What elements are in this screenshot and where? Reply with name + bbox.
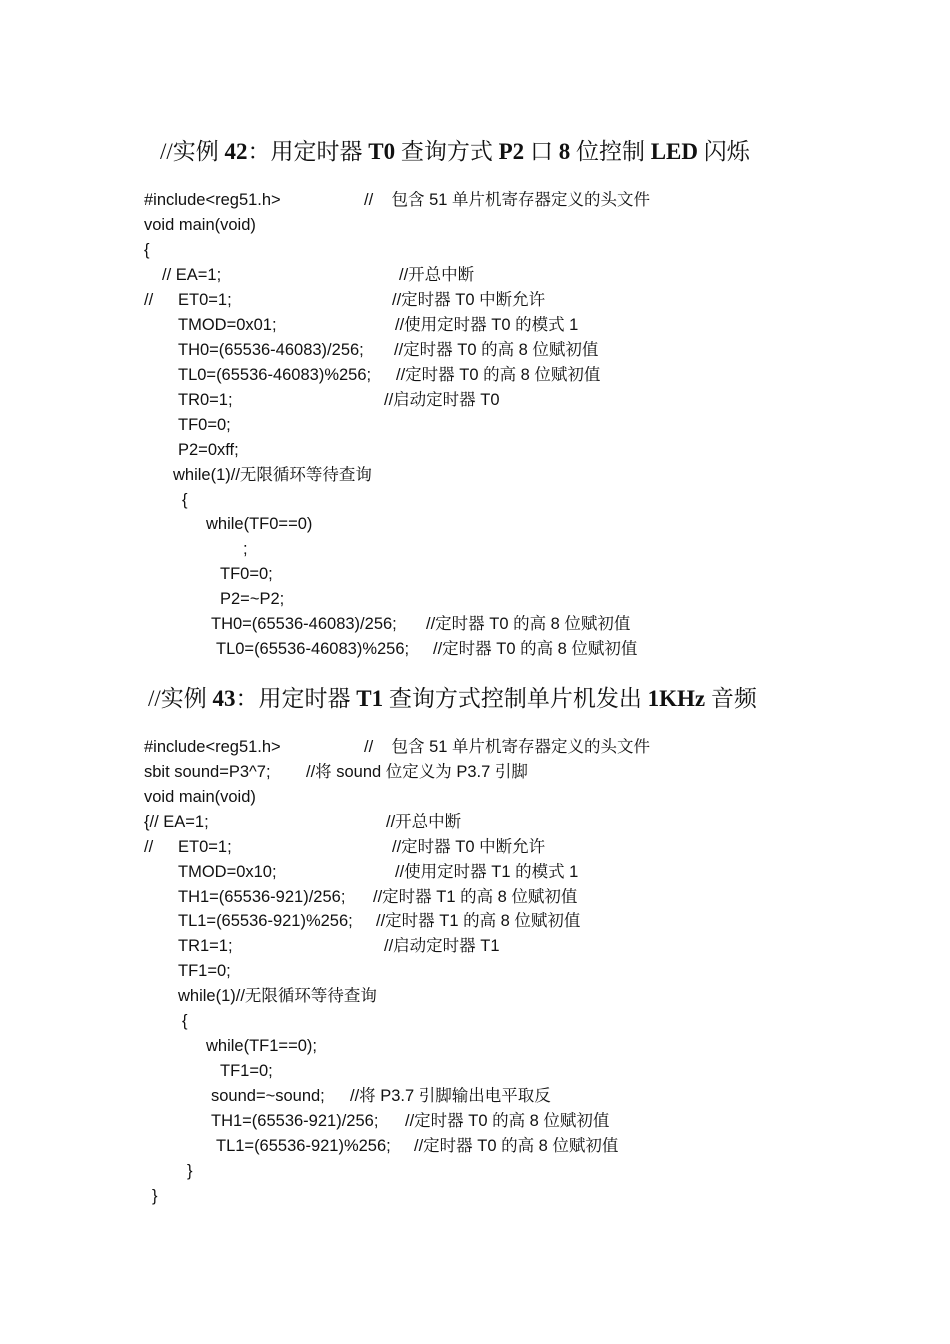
- code-line: //: [144, 291, 154, 309]
- example-42-heading: [160, 137, 750, 167]
- heading-text: ：用定时器: [247, 139, 369, 164]
- heading-prefix: //实例: [160, 139, 225, 164]
- code-line: void main(void): [144, 216, 256, 234]
- timer-name: T0: [368, 139, 396, 164]
- heading-text: 音频: [705, 686, 757, 711]
- code-comment: //定时器 T0 的高 8 位赋初值: [426, 615, 631, 633]
- code-line: TR1=1;: [178, 937, 233, 955]
- code-line: TR0=1;: [178, 391, 233, 409]
- code-line: void main(void): [144, 788, 256, 806]
- code-line: TL1=(65536-921)%256;: [216, 1137, 391, 1155]
- code-line: ;: [243, 540, 248, 558]
- code-comment: // 包含 51 单片机寄存器定义的头文件: [364, 738, 651, 756]
- port-name: P2: [498, 139, 525, 164]
- heading-text: 位控制: [570, 139, 651, 164]
- code-line: TH0=(65536-46083)/256;: [178, 341, 364, 359]
- code-line: TF1=0;: [178, 962, 231, 980]
- code-line: #include<reg51.h>: [144, 191, 281, 209]
- code-line: TL1=(65536-921)%256;: [178, 912, 353, 930]
- code-line: while(1)//无限循环等待查询: [173, 466, 372, 484]
- code-comment: //使用定时器 T0 的模式 1: [395, 316, 579, 334]
- code-comment: //开总中断: [399, 266, 475, 284]
- code-comment: //使用定时器 T1 的模式 1: [395, 863, 579, 881]
- frequency-label: 1KHz: [647, 686, 706, 711]
- example-43-heading: [148, 684, 757, 714]
- code-comment: //启动定时器 T0: [384, 391, 500, 409]
- code-line: P2=0xff;: [178, 441, 239, 459]
- code-line: TH1=(65536-921)/256;: [178, 888, 346, 906]
- code-line: while(1)//无限循环等待查询: [178, 987, 377, 1005]
- code-line: }: [187, 1162, 193, 1180]
- code-line: TH0=(65536-46083)/256;: [211, 615, 397, 633]
- heading-prefix: //实例: [148, 686, 213, 711]
- code-line: TL0=(65536-46083)%256;: [178, 366, 372, 384]
- code-line: TH1=(65536-921)/256;: [211, 1112, 379, 1130]
- code-comment: //将 P3.7 引脚输出电平取反: [350, 1087, 551, 1105]
- heading-text: 查询方式: [395, 139, 499, 164]
- code-line: while(TF0==0): [206, 515, 313, 533]
- code-line: TF1=0;: [220, 1062, 273, 1080]
- heading-text: 口: [524, 139, 559, 164]
- heading-text: 查询方式控制单片机发出: [383, 686, 648, 711]
- heading-text: 闪烁: [697, 139, 750, 164]
- code-comment: //定时器 T1 的高 8 位赋初值: [373, 888, 578, 906]
- code-comment: //定时器 T0 的高 8 位赋初值: [414, 1137, 619, 1155]
- code-line: TF0=0;: [178, 416, 231, 434]
- timer-name: T1: [356, 686, 384, 711]
- code-comment: //定时器 T0 中断允许: [392, 838, 546, 856]
- code-comment: // 包含 51 单片机寄存器定义的头文件: [364, 191, 651, 209]
- code-comment: //启动定时器 T1: [384, 937, 500, 955]
- code-line: TF0=0;: [220, 565, 273, 583]
- code-line: // EA=1;: [162, 266, 222, 284]
- code-comment: //定时器 T0 的高 8 位赋初值: [433, 640, 638, 658]
- code-line: TL0=(65536-46083)%256;: [216, 640, 410, 658]
- code-line: while(TF1==0);: [206, 1037, 317, 1055]
- code-comment: //定时器 T0 的高 8 位赋初值: [394, 341, 599, 359]
- code-comment: //将 sound 位定义为 P3.7 引脚: [306, 763, 528, 781]
- code-line: sbit sound=P3^7;: [144, 763, 271, 781]
- code-comment: //定时器 T0 的高 8 位赋初值: [405, 1112, 610, 1130]
- bit-count: 8: [558, 139, 571, 164]
- example-number: 43: [212, 686, 236, 711]
- code-line: TMOD=0x01;: [178, 316, 277, 334]
- code-comment: //定时器 T0 中断允许: [392, 291, 546, 309]
- code-comment: //定时器 T0 的高 8 位赋初值: [396, 366, 601, 384]
- code-line: {// EA=1;: [144, 813, 209, 831]
- led-label: LED: [650, 139, 698, 164]
- code-line: TMOD=0x10;: [178, 863, 277, 881]
- code-line: ET0=1;: [178, 291, 232, 309]
- code-line: {: [182, 491, 188, 509]
- code-line: ET0=1;: [178, 838, 232, 856]
- code-line: sound=~sound;: [211, 1087, 325, 1105]
- code-line: P2=~P2;: [220, 590, 285, 608]
- code-line: {: [144, 241, 150, 259]
- code-line: {: [182, 1012, 188, 1030]
- code-comment: //定时器 T1 的高 8 位赋初值: [376, 912, 581, 930]
- example-number: 42: [224, 139, 248, 164]
- code-line: }: [152, 1187, 158, 1205]
- code-line: #include<reg51.h>: [144, 738, 281, 756]
- heading-text: ：用定时器: [235, 686, 357, 711]
- code-comment: //开总中断: [386, 813, 462, 831]
- code-line: //: [144, 838, 154, 856]
